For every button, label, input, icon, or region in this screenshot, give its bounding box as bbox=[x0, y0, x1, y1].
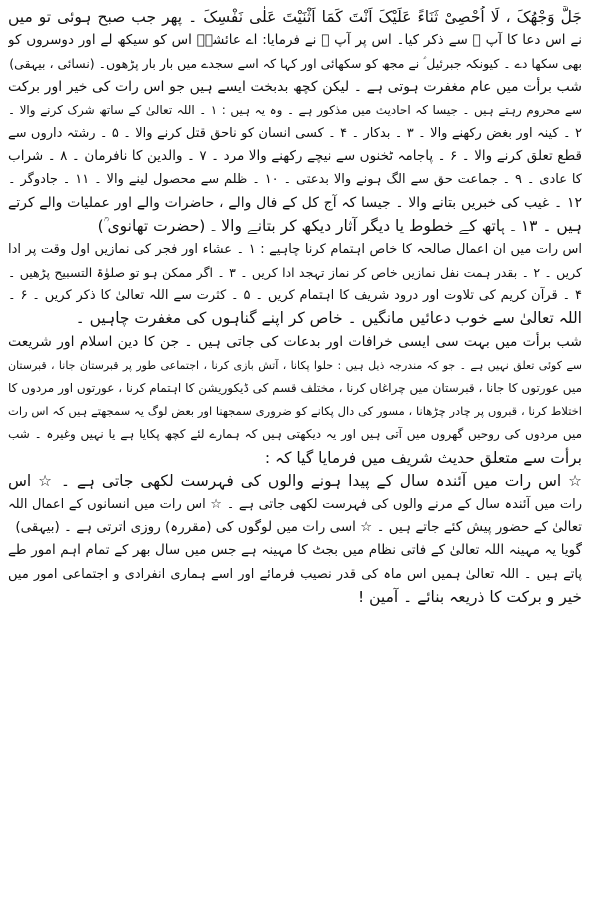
text-line: میں عورتوں کا جانا ، قبرستان میں چراغاں کرنا ، مختلف قسم کی ڈیکوریشن کا اہتمام کرنا ، عورتوں اور مردوں کا bbox=[8, 381, 582, 395]
text-line: سے محروم رہتے ہیں ۔ جیسا کہ احادیث میں مذکور ہے ۔ وہ یہ ہیں : ۱ ۔ اللہ تعالیٰ کے ساتھ شرک کرنے والا ۔ bbox=[8, 102, 582, 117]
paragraph-conclusion bbox=[8, 539, 582, 609]
text-line: شب برأت میں بہت سی ایسی خرافات اور بدعات کی جاتی ہیں ۔ جن کا دین اسلام اور شریعت bbox=[8, 333, 582, 350]
text-line: گویا یہ مہینہ اللہ تعالیٰ کے فاتی نظام میں بجٹ کا مہینہ ہے جس میں سال بھر کے تمام اہم امور طے bbox=[8, 542, 582, 559]
text-line: ۱۲ ۔ غیب کی خبریں بتانے والا ۔ جیسا کہ آج کل کے فال والے ، حاضرات والے اور عملیات والے کرتے bbox=[8, 194, 582, 211]
text-line: تعالیٰ کے حضور پیش کئے جاتے ہیں ۔ ☆ اسی رات میں لوگوں کی (مقررہ) روزی اترتی ہے ۔ (بیہقی) bbox=[15, 519, 582, 536]
paragraph-innovations bbox=[8, 331, 582, 470]
paragraph-intro-dua bbox=[8, 6, 582, 76]
text-line: خیر و برکت کا ذریعہ بنائے ۔ آمین ! bbox=[357, 587, 582, 606]
paragraph-hadith bbox=[8, 470, 582, 540]
text-line: بھی سکھا دے ۔ کیونکہ جبرئیل ؑ نے مجھ کو سکھائی اور کہا کہ اسے سجدے میں بار بار پڑھوں۔ (نسائی ، بیہقی) bbox=[9, 56, 582, 72]
text-line: رات میں آئندہ سال کے مرنے والوں کی فہرست لکھی جاتی ہے ۔ ☆ اس رات میں انسانوں کے اعمال اللہ bbox=[8, 496, 582, 512]
text-line: نے اس دعا کا آپ ﷺ سے ذکر کیا۔ اس پر آپ ﷺ نے فرمایا: اے عائشہؓ اس کو سیکھ لے اور دوسروں کو bbox=[8, 32, 582, 49]
text-line: شب برأت میں عام مغفرت ہوتی ہے ۔ لیکن کچھ بدبخت ایسے ہیں جو اس رات کی خیر اور برکت bbox=[8, 78, 582, 95]
text-line: ۴ ۔ قرآن کریم کی تلاوت اور درود شریف کا اہتمام کریں ۔ ۵ ۔ کثرت سے اللہ تعالیٰ کا ذکر کریں ۔ ۶ ۔ bbox=[8, 288, 582, 304]
text-line: پاتے ہیں ۔ اللہ تعالیٰ ہمیں اس ماہ کی قدر نصیب فرمائے اور اسے ہماری انفرادی و اجتماعی امور میں bbox=[8, 566, 582, 582]
text-line: ☆ اس رات میں آئندہ سال کے پیدا ہونے والوں کی فہرست لکھی جاتی ہے ۔ ☆ اس bbox=[8, 471, 582, 490]
text-line: ہیں ۔ ۱۳ ۔ ہاتھ کے خطوط یا دیگر آثار دیکھ کر بتانے والا ۔ (حضرت تھانوی ؒ) bbox=[97, 216, 582, 235]
text-line: اللہ تعالیٰ سے خوب دعائیں مانگیں ۔ خاص کر اپنے گناہوں کی مغفرت چاہیں ۔ bbox=[75, 309, 582, 328]
paragraph-deprived bbox=[8, 76, 582, 238]
text-line: میں مردوں کی روحیں گھروں میں آتی ہیں اور یہ دیکھتی ہیں کہ ہمارے لئے کچھ پکایا ہے یا نہیں وغیرہ ۔ شب bbox=[8, 427, 582, 442]
paragraph-deeds bbox=[8, 238, 582, 331]
text-line: سے کوئی تعلق نہیں ہے ۔ جو کہ مندرجہ ذیل ہیں : حلوا پکانا ، آتش بازی کرنا ، اجتماعی طور پر قبرستان جانا ، قبرستان bbox=[8, 358, 582, 372]
text-line: اس رات میں ان اعمال صالحہ کا خاص اہتمام کرنا چاہیے : ۱ ۔ عشاء اور فجر کی نمازیں اول وقت پر ادا bbox=[8, 241, 582, 257]
text-line: اختلاط کرنا ، قبروں پر چادر چڑھانا ، مسور کی دال پکانے کو ضروری سمجھنا اور بعض لوگ یہ سمجھتے ہیں کہ اس رات bbox=[8, 404, 582, 419]
text-line: کریں ۔ ۲ ۔ بقدر ہمت نفل نمازیں خاص کر نماز تہجد ادا کریں ۔ ۳ ۔ اگر ممکن ہو تو صلوٰۃ التسبیح پڑھیں ۔ bbox=[8, 265, 582, 281]
text-line: برأت سے متعلق حدیث شریف میں فرمایا گیا کہ : bbox=[264, 448, 582, 467]
text-line: جَلَّ وَجْهُکَ ، لَا اُحْصِیْ ثَنَاءً عَلَیْکَ اَنْتَ کَمَا اَثْنَیْتَ عَلٰی نَفْسِکَ ۔ پھر جب صبح ہوئی تو میں bbox=[8, 8, 582, 26]
text-line: ۲ ۔ کینہ اور بغض رکھنے والا ۔ ۳ ۔ بدکار ۔ ۴ ۔ کسی انسان کو ناحق قتل کرنے والا ۔ ۵ ۔ رشتہ داروں سے bbox=[8, 125, 582, 141]
text-line: کا عادی ۔ ۹ ۔ جماعت حق سے الگ ہونے والا بدعتی ۔ ۱۰ ۔ ظلم سے محصول لینے والا ۔ ۱۱ ۔ جادوگر ۔ bbox=[8, 172, 582, 188]
text-line: قطع تعلق کرنے والا ۔ ۶ ۔ پاجامہ ٹخنوں سے نیچے رکھنے والا مرد ۔ ۷ ۔ والدین کا نافرمان ۔ ۸ ۔ شراب bbox=[8, 148, 582, 165]
